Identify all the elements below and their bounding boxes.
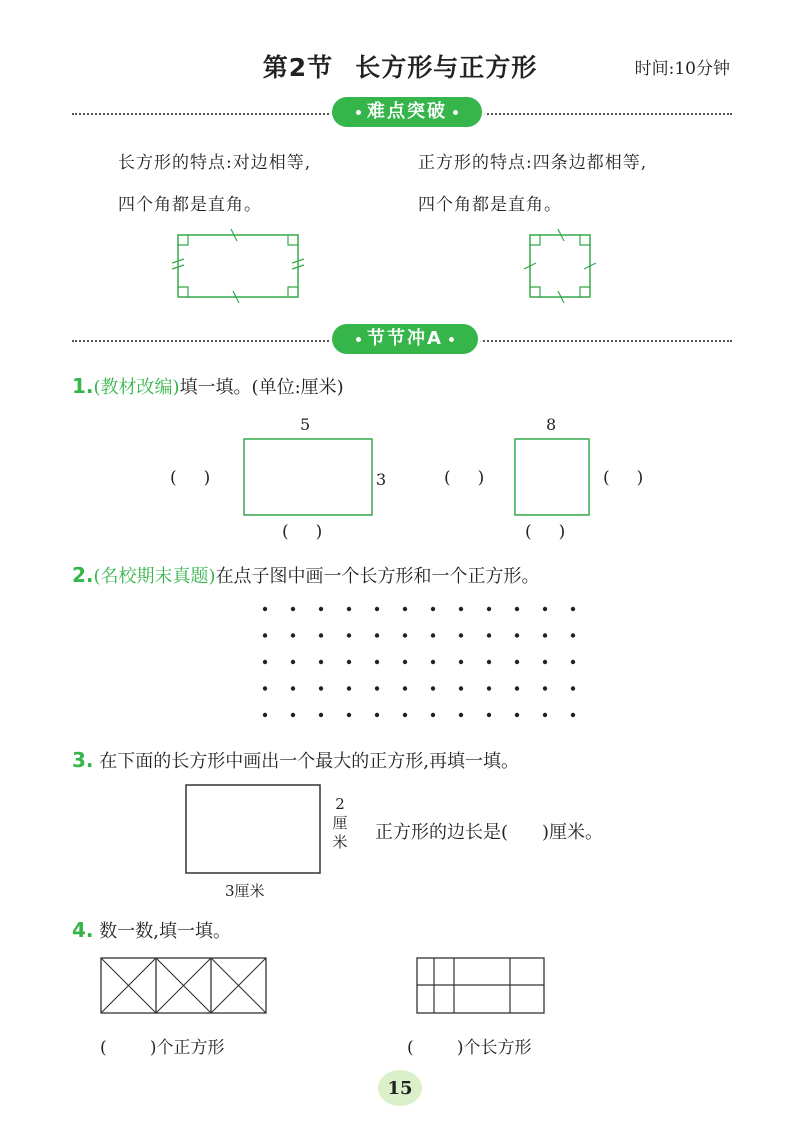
grid-dot[interactable] — [347, 660, 351, 664]
rect-right-label: 3 — [376, 470, 387, 489]
grid-dot[interactable] — [375, 607, 379, 611]
grid-dot[interactable] — [291, 686, 295, 690]
banner-practice: 节节冲A — [332, 324, 478, 354]
rect-top-label: 5 — [300, 415, 311, 434]
grid-dot[interactable] — [543, 713, 547, 717]
grid-dot[interactable] — [375, 660, 379, 664]
rectangle-diagram — [165, 225, 315, 310]
q4-blank-rects[interactable]: ( ) — [407, 1038, 464, 1058]
grid-dot[interactable] — [459, 713, 463, 717]
grid-dot[interactable] — [487, 633, 491, 637]
grid-dot[interactable] — [515, 633, 519, 637]
grid-dot[interactable] — [571, 686, 575, 690]
square-diagram — [522, 225, 602, 310]
question-1: 1.(教材改编)填一填。(单位:厘米) — [72, 374, 344, 398]
grid-dot[interactable] — [263, 713, 267, 717]
grid-dot[interactable] — [291, 660, 295, 664]
section-number: 第2节 — [262, 53, 334, 82]
q3-bottom-label: 3厘米 — [225, 882, 265, 900]
grid-dot[interactable] — [543, 633, 547, 637]
grid-dot[interactable] — [263, 607, 267, 611]
grid-dot[interactable] — [487, 660, 491, 664]
grid-dot[interactable] — [347, 686, 351, 690]
grid-dot[interactable] — [403, 660, 407, 664]
grid-dot[interactable] — [403, 607, 407, 611]
grid-dot[interactable] — [487, 607, 491, 611]
q1-rectangle — [243, 438, 375, 518]
blank-square-left[interactable]: ( ) — [444, 468, 485, 488]
grid-dot[interactable] — [291, 713, 295, 717]
section-title: 长方形与正方形 — [355, 53, 538, 82]
grid-dot[interactable] — [515, 607, 519, 611]
grid-dot[interactable] — [403, 633, 407, 637]
grid-dot[interactable] — [459, 607, 463, 611]
q3-side-label: 2厘米 — [332, 795, 348, 851]
blank-rect-bottom[interactable]: ( ) — [282, 522, 323, 542]
grid-dot[interactable] — [375, 686, 379, 690]
grid-dot[interactable] — [375, 633, 379, 637]
grid-dot[interactable] — [319, 660, 323, 664]
grid-dot[interactable] — [291, 633, 295, 637]
question-2: 2.(名校期末真题)在点子图中画一个长方形和一个正方形。 — [72, 563, 540, 587]
rect-feature-line1: 长方形的特点:对边相等, — [118, 153, 312, 173]
grid-dot[interactable] — [431, 660, 435, 664]
grid-dot[interactable] — [347, 607, 351, 611]
grid-dot[interactable] — [431, 686, 435, 690]
grid-dot[interactable] — [571, 713, 575, 717]
question-4: 4. 数一数,填一填。 — [72, 918, 231, 942]
grid-dot[interactable] — [263, 660, 267, 664]
grid-dot[interactable] — [319, 713, 323, 717]
q3-answer: 正方形的边长是( )厘米。 — [375, 822, 604, 843]
grid-dot[interactable] — [431, 607, 435, 611]
square-top-label: 8 — [546, 415, 557, 434]
page-number: 15 — [387, 1078, 413, 1099]
grid-dot[interactable] — [319, 607, 323, 611]
q4-answer-squares: ( )个正方形 — [100, 1038, 225, 1058]
question-3: 3. 在下面的长方形中画出一个最大的正方形,再填一填。 — [72, 748, 519, 772]
dot-grid[interactable] — [255, 600, 585, 725]
q1-square — [514, 438, 592, 518]
grid-dot[interactable] — [459, 633, 463, 637]
grid-dot[interactable] — [571, 660, 575, 664]
blank-square-right[interactable]: ( ) — [603, 468, 644, 488]
q4-answer-rects: ( )个长方形 — [407, 1038, 532, 1058]
grid-dot[interactable] — [515, 713, 519, 717]
grid-dot[interactable] — [487, 713, 491, 717]
grid-dot[interactable] — [515, 686, 519, 690]
grid-dot[interactable] — [375, 713, 379, 717]
square-feature-line2: 四个角都是直角。 — [418, 195, 562, 215]
grid-dot[interactable] — [403, 686, 407, 690]
banner-difficulty: 难点突破 — [332, 97, 482, 127]
blank-rect-left[interactable]: ( ) — [170, 468, 211, 488]
grid-dot[interactable] — [515, 660, 519, 664]
grid-dot[interactable] — [543, 607, 547, 611]
time-limit: 时间:10分钟 — [634, 59, 730, 79]
grid-dot[interactable] — [431, 713, 435, 717]
grid-dot[interactable] — [263, 633, 267, 637]
grid-dot[interactable] — [431, 633, 435, 637]
q4-rectangles-figure — [416, 957, 546, 1015]
blank-square-bottom[interactable]: ( ) — [525, 522, 566, 542]
q4-squares-figure — [100, 957, 268, 1015]
grid-dot[interactable] — [543, 686, 547, 690]
grid-dot[interactable] — [291, 607, 295, 611]
grid-dot[interactable] — [571, 633, 575, 637]
grid-dot[interactable] — [347, 633, 351, 637]
grid-dot[interactable] — [403, 713, 407, 717]
grid-dot[interactable] — [459, 686, 463, 690]
grid-dot[interactable] — [459, 660, 463, 664]
grid-dot[interactable] — [263, 686, 267, 690]
q3-rectangle[interactable] — [185, 784, 323, 876]
rect-feature-line2: 四个角都是直角。 — [118, 195, 262, 215]
grid-dot[interactable] — [543, 660, 547, 664]
grid-dot[interactable] — [487, 686, 491, 690]
q4-blank-squares[interactable]: ( ) — [100, 1038, 157, 1058]
square-feature-line1: 正方形的特点:四条边都相等, — [418, 153, 648, 173]
grid-dot[interactable] — [319, 633, 323, 637]
grid-dot[interactable] — [347, 713, 351, 717]
grid-dot[interactable] — [319, 686, 323, 690]
grid-dot[interactable] — [571, 607, 575, 611]
